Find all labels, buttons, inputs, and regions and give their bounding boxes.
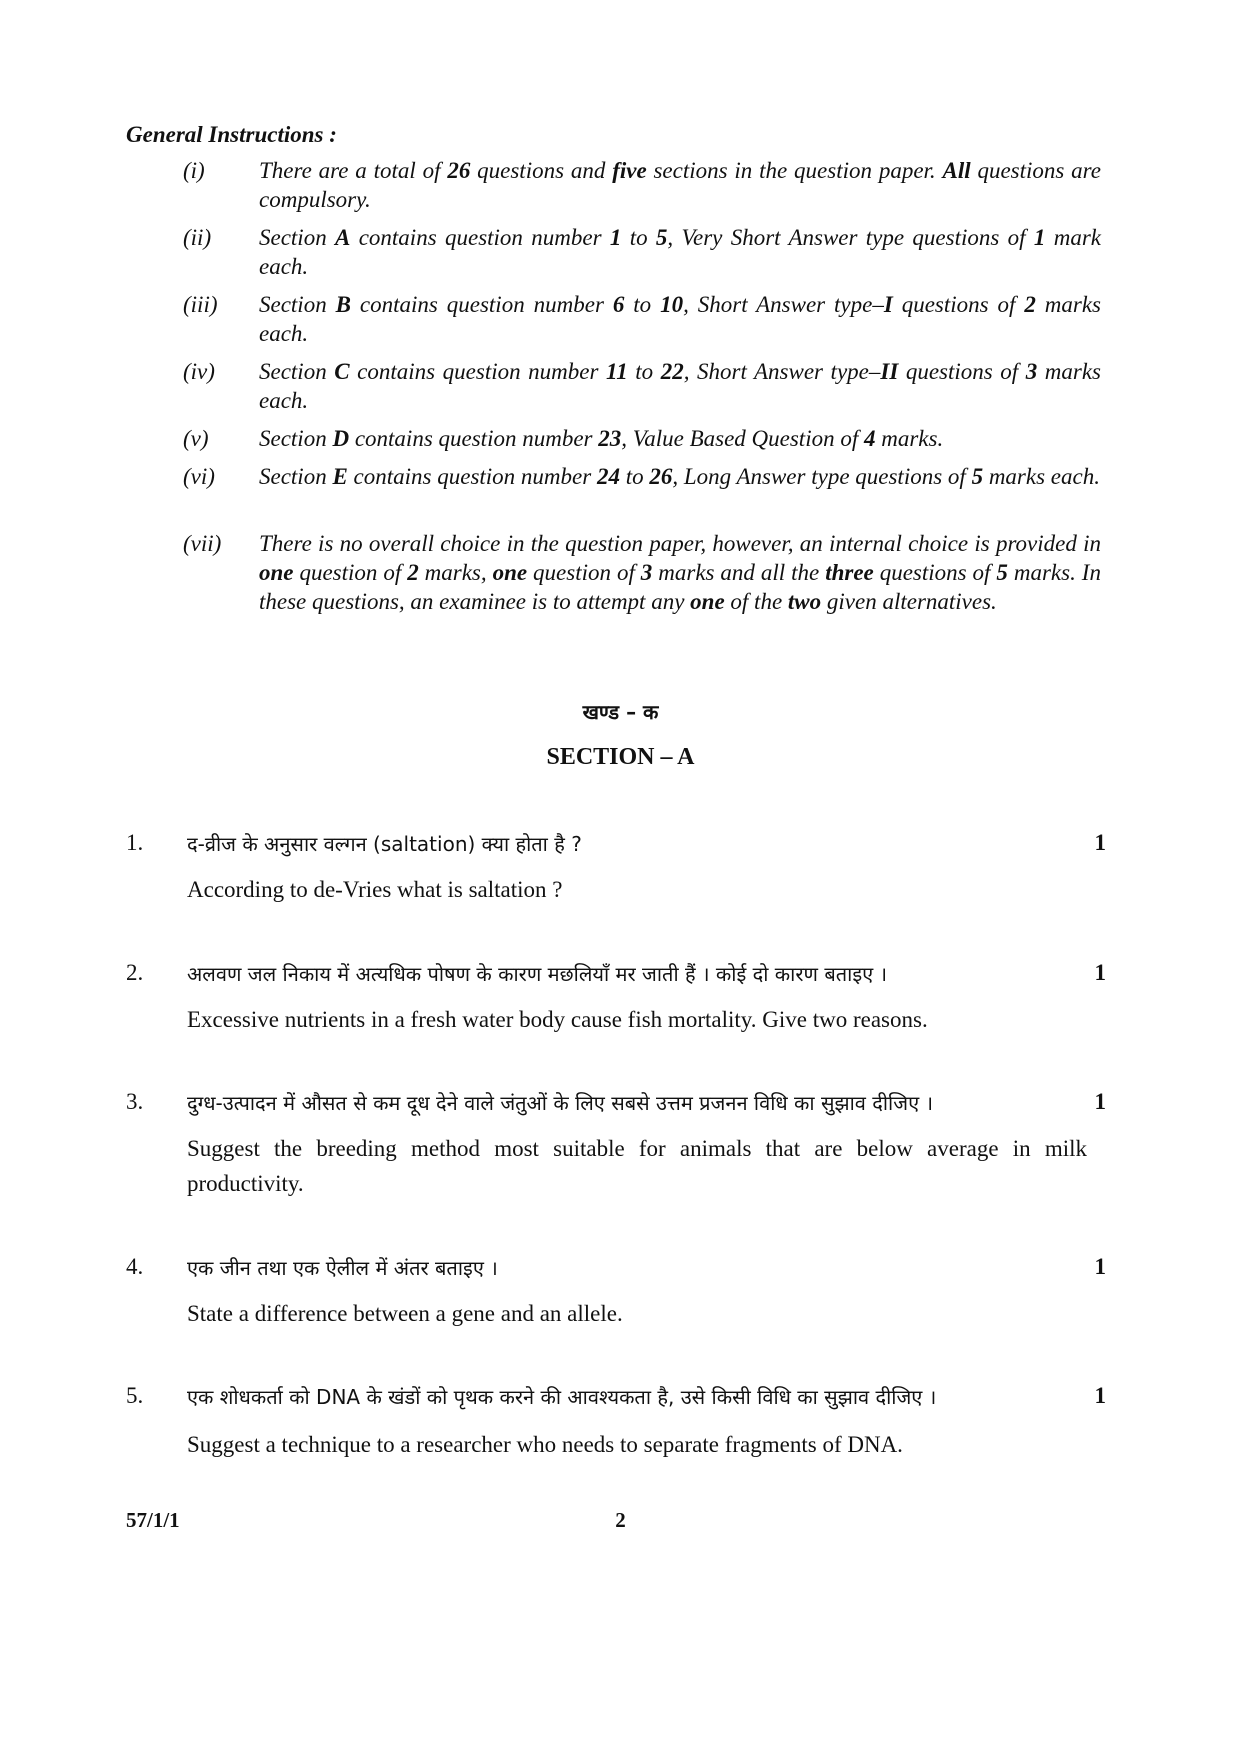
question-text-english: Suggest a technique to a researcher who needs to separate fragments of DNA.: [187, 1432, 903, 1457]
question-marks: 1: [1094, 830, 1106, 855]
question-item: [126, 1089, 1106, 1196]
instruction-number: (vii): [183, 531, 222, 556]
general-instructions-heading: General Instructions :: [126, 122, 337, 147]
instruction-number: (v): [183, 426, 209, 451]
instruction-number: (vi): [183, 464, 215, 489]
instruction-text: There is no overall choice in the question paper, however, an internal choice is provided in one question of 2 marks, one question of 3 marks and all the three questions of 5 marks. In these questions, an examinee is to attempt any one of the two given alternatives.: [259, 531, 1101, 614]
question-item: [126, 1383, 1106, 1457]
instruction-number: (iii): [183, 292, 218, 317]
question-text-hindi: एक जीन तथा एक ऐलील में अंतर बताइए ।: [187, 1256, 498, 1280]
instruction-text: Section E contains question number 24 to 26, Long Answer type questions of 5 marks each.: [259, 464, 1100, 489]
question-item: [126, 830, 1106, 900]
question-item: [126, 960, 1106, 1030]
question-number: 2.: [126, 960, 144, 985]
question-text-hindi: द-व्रीज के अनुसार वल्गन (saltation) क्या होता है ?: [187, 832, 582, 856]
question-marks: 1: [1094, 960, 1106, 985]
question-text-english: According to de-Vries what is saltation ?: [187, 877, 563, 902]
question-text-hindi: दुग्ध-उत्पादन में औसत से कम दूध देने वाले जंतुओं के लिए सबसे उत्तम प्रजनन विधि का सुझाव दीजिए ।: [187, 1091, 934, 1115]
instruction-text: Section C contains question number 11 to 22, Short Answer type–II questions of 3 marks each.: [259, 359, 1102, 413]
instruction-number: (ii): [183, 225, 212, 250]
instruction-text: Section B contains question number 6 to 10, Short Answer type–I questions of 2 marks each.: [259, 292, 1102, 346]
paper-code: 57/1/1: [126, 1508, 180, 1532]
question-marks: 1: [1094, 1254, 1106, 1279]
page-number: 2: [615, 1508, 626, 1532]
section-title-english: SECTION – A: [546, 744, 695, 770]
question-number: 4.: [126, 1254, 144, 1279]
question-marks: 1: [1094, 1089, 1106, 1114]
instruction-item: [183, 357, 1101, 417]
instruction-text: Section D contains question number 23, Value Based Question of 4 marks.: [259, 426, 944, 451]
question-text-hindi: अलवण जल निकाय में अत्यधिक पोषण के कारण मछलियाँ मर जाती हैं । कोई दो कारण बताइए ।: [187, 962, 888, 986]
question-text-hindi: एक शोधकर्ता को DNA के खंडों को पृथक करने की आवश्यकता है, उसे किसी विधि का सुझाव दीजिए ।: [187, 1385, 937, 1409]
instruction-item: [183, 223, 1101, 283]
question-number: 3.: [126, 1089, 144, 1114]
question-number: 1.: [126, 830, 144, 855]
section-title-hindi: खण्ड – क: [582, 700, 659, 724]
question-text-english: State a difference between a gene and an allele.: [187, 1301, 623, 1326]
instruction-text: There are a total of 26 questions and five sections in the question paper. All questions are compulsory.: [259, 158, 1101, 212]
instruction-item: [183, 156, 1101, 216]
instruction-number: (iv): [183, 359, 215, 384]
question-item: [126, 1254, 1106, 1324]
question-text-english: Excessive nutrients in a fresh water body cause fish mortality. Give two reasons.: [187, 1007, 928, 1032]
instruction-item: [183, 462, 1101, 522]
instruction-item: [183, 290, 1101, 350]
instruction-number: (i): [183, 158, 205, 183]
instruction-text: Section A contains question number 1 to 5, Very Short Answer type questions of 1 mark each.: [259, 225, 1101, 279]
question-number: 5.: [126, 1383, 144, 1408]
instruction-item: [183, 424, 1101, 456]
instruction-item: [183, 529, 1101, 649]
question-text-english: Suggest the breeding method most suitable for animals that are below average in milk productivity.: [187, 1136, 1087, 1196]
question-marks: 1: [1094, 1383, 1106, 1408]
